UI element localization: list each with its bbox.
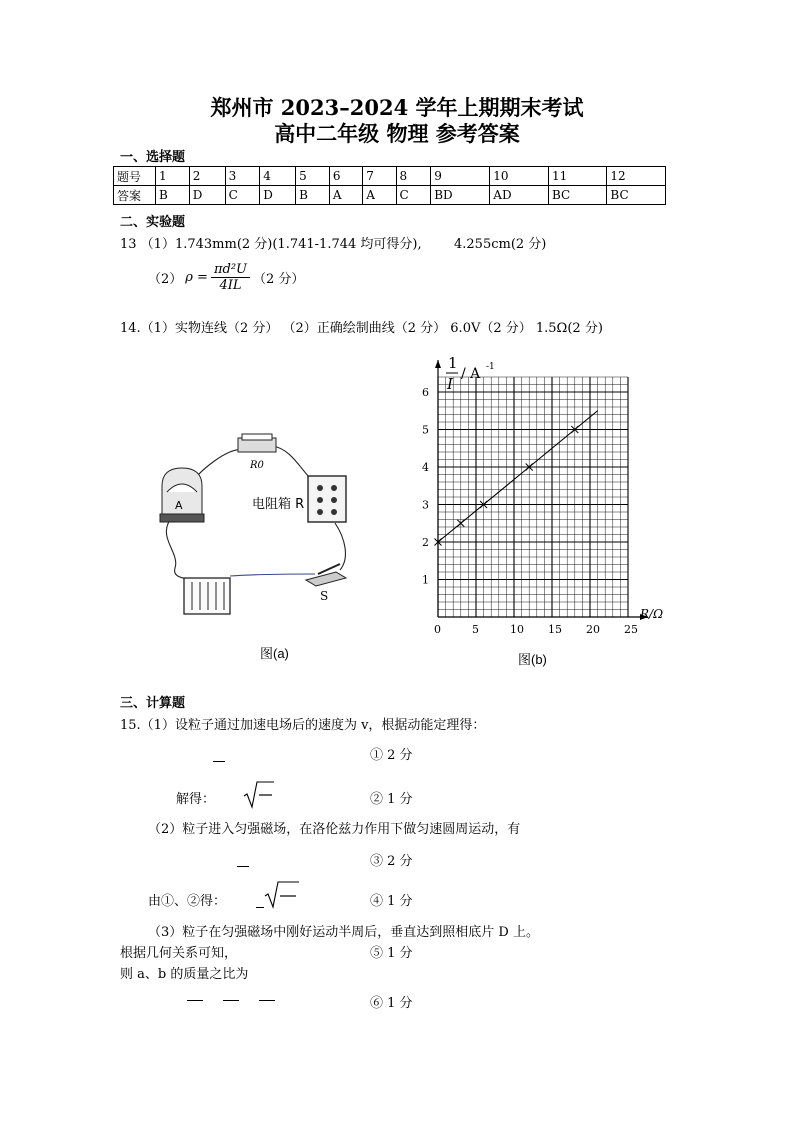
circuit-figure-a [150,428,360,624]
table-number-cell: 2 [189,167,225,186]
table-answer-cell: BC [548,186,606,205]
resistance-box-label: 电阻箱 R [252,497,305,512]
figure-b-caption: 图(b) [518,652,547,667]
eq3-fraction-bar [237,856,249,875]
tick-labels [422,386,638,636]
table-answer-cell: C [396,186,431,205]
table-answer-cell: D [260,186,296,205]
eq5-mark: ⑤ 1 分 [370,946,413,961]
data-layer [435,411,598,546]
q13-line1-b: 4.255cm(2 分) [454,237,547,252]
table-number-cell: 12 [607,167,666,186]
y-label-num: 1 [448,354,458,372]
x-tick-label: 15 [548,623,562,636]
table-answer-cell: AD [490,186,549,205]
table-header-label: 题号 [114,167,156,186]
table-number-cell: 5 [296,167,330,186]
r0-resistor [238,434,276,471]
y-axis-arrow [435,360,441,368]
table-number-cell: 8 [396,167,431,186]
battery [184,578,230,614]
wire-box-switch [335,523,345,570]
q14-line: 14.（1）实物连线（2 分） （2）正确绘制曲线（2 分） 6.0V（2 分） 1.5Ω(2 分) [120,321,603,336]
x-tick-label: 5 [472,623,479,636]
y-tick-label: 4 [422,461,429,474]
table-answer-cell: BD [431,186,490,205]
table-number-cell: 10 [490,167,549,186]
graph-figure-b [415,352,670,642]
table-number-cell: 9 [431,167,490,186]
x-tick-label: 0 [434,623,441,636]
figure-a-caption: 图(a) [260,646,289,661]
y-label-exp: -1 [486,362,495,372]
table-answer-label: 答案 [114,186,156,205]
from-label: 由①、②得： [148,894,227,909]
table-answer-cell: BC [607,186,666,205]
table-number-cell: 11 [548,167,606,186]
q13-part2-prefix: （2） [148,272,183,287]
eq1-fraction-bar [213,751,225,770]
y-tick-label: 6 [422,386,429,399]
page-subtitle: 高中二年级 物理 参考答案 [274,121,520,146]
y-label-den: I [447,375,453,393]
axes [435,360,648,620]
ratio-line: 则 a、b 的质量之比为 [120,967,249,982]
eq4-mark: ④ 1 分 [370,894,413,909]
y-tick-label: 2 [422,536,429,549]
formula-lhs: ρ = [185,270,208,285]
switch-label: S [320,589,329,603]
eq2-mark: ② 1 分 [370,792,413,807]
geo-line: 根据几何关系可知， [120,946,238,961]
table-number-cell: 4 [260,167,296,186]
eq4-sqrt [264,880,300,910]
ammeter [160,468,204,522]
q15-part3: （3）粒子在匀强磁场中刚好运动半周后，垂直达到照相底片 D 上。 [148,925,539,940]
table-answer-cell: A [329,186,362,205]
y-label-unit: / A [461,366,481,382]
x-tick-label: 10 [510,623,524,636]
table-number-cell: 3 [225,167,260,186]
grid [438,377,628,617]
section-calculation: 三、计算题 [120,696,186,711]
ammeter-label: A [175,499,183,512]
y-tick-label: 1 [422,573,429,587]
page-title: 郑州市 2023–2024 学年上期期末考试 [210,95,584,120]
x-tick-label: 25 [624,623,638,636]
eq6-mark: ⑥ 1 分 [370,996,413,1011]
table-answer-cell: D [189,186,225,205]
eq2-sqrt [243,780,275,810]
x-axis-label: R/Ω [640,607,664,621]
solve-label: 解得： [176,792,216,807]
y-tick-label: 5 [422,423,429,437]
answer-table [113,166,666,205]
wire-ammeter-battery [166,520,192,580]
table-answer-cell: A [363,186,396,205]
section-choice: 一、选择题 [120,150,186,165]
resistivity-formula [211,262,250,293]
q13-line1: 13 （1）1.743mm(2 分)(1.741-1.744 均可得分), [120,237,422,252]
r0-label: R0 [250,460,264,471]
q15-part2: （2）粒子进入匀强磁场，在洛伦兹力作用下做匀速圆周运动，有 [148,822,521,837]
eq6-fraction-bars [187,1000,275,1001]
table-number-cell: 1 [156,167,190,186]
formula-numerator: πd²U [211,262,250,278]
x-tick-label: 20 [586,623,600,636]
table-number-cell: 7 [363,167,396,186]
resistance-box [308,476,346,522]
table-answer-cell: B [156,186,190,205]
q13-part2 [148,262,304,293]
y-tick-label: 3 [422,498,429,512]
q15-intro: 15.（1）设粒子通过加速电场后的速度为 v，根据动能定理得： [120,718,486,733]
formula-denominator: 4IL [219,278,242,293]
eq1-mark: ① 2 分 [370,748,413,763]
wire-battery-switch [230,574,315,576]
section-experiment: 二、实验题 [120,215,186,230]
eq3-mark: ③ 2 分 [370,854,413,869]
q13-part2-score: （2 分） [253,272,305,287]
table-answer-cell: B [296,186,330,205]
wire-r0-box [272,446,310,478]
table-number-cell: 6 [329,167,362,186]
eq4-fraction-bar [256,897,264,916]
table-answer-cell: C [225,186,260,205]
